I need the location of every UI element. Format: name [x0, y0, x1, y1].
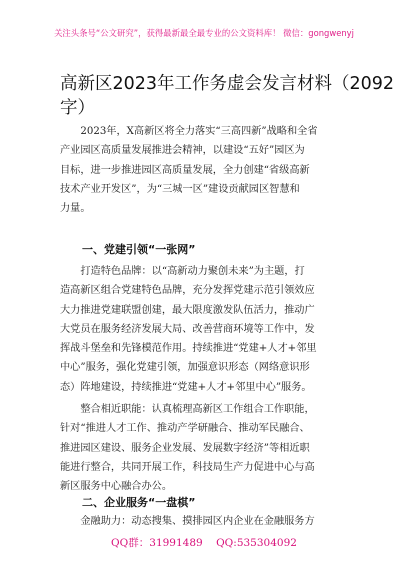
text-line: 目标，进一步推进园区高质量发展，全力创建“省级高新 — [60, 164, 310, 176]
text-line: 金融助力：动态搜集、摸排园区内企业在金融服务方 — [60, 516, 315, 527]
section1-paragraph-2 — [60, 400, 357, 496]
text-line: 造高新区组合党建特色品牌，充分发挥党建示范引领效应 — [60, 285, 315, 297]
text-line: 能进行整合，共同开展工作，科技局生产力促进中心与高 — [60, 461, 315, 473]
title-line-1: 高新区2023年工作务虚会发言材料（2092 — [60, 74, 395, 94]
intro-paragraph — [60, 122, 357, 218]
section-heading-1: 一、党建引领“一张网” — [82, 243, 196, 256]
text-line: 挥战斗堡垒和先锋模范作用。持续推进“党建+人才+邻里 — [60, 343, 317, 355]
text-line: 整合相近职能：认真梳理高新区工作组合工作职能， — [60, 404, 315, 415]
title-line-2: 字） — [60, 98, 95, 118]
contact-footer — [0, 535, 408, 550]
text-line: 大党员在服务经济发展大局、改善营商环境等工作中，发 — [60, 323, 315, 335]
section1-paragraph-1 — [60, 262, 357, 397]
text-line: 新区服务中心融合办公。 — [60, 481, 173, 493]
text-line: 产业园区高质量发展推进会精神，以建设“五好”园区为 — [60, 145, 305, 157]
text-line: 大力推进党建联盟创建，最大限度激发队伍活力，推动广 — [60, 304, 315, 316]
qq-contact-label: QQ:535304092 — [216, 537, 297, 549]
text-line: 打造特色品牌：以“高新动力聚创未来”为主题，打 — [60, 266, 305, 277]
section-heading-2: 二、企业服务“一盘棋” — [82, 496, 196, 509]
text-line: 针对“推进人才工作、推动产学研融合、推动军民融合、 — [60, 423, 310, 435]
qq-group-label: QQ群：31991489 — [111, 537, 203, 549]
section2-paragraph-1 — [60, 512, 357, 531]
text-line: 力量。 — [60, 203, 91, 215]
text-line: 推进园区建设、服务企业发展、发展数字经济”等相近职 — [60, 442, 310, 454]
text-line: 中心”服务，强化党建引领，加强意识形态（网络意识形 — [60, 362, 310, 374]
page-title — [60, 72, 395, 120]
text-line: 态）阵地建设，持续推进“党建+人才+邻里中心”服务。 — [60, 381, 312, 393]
promo-banner: 关注头条号“公文研究”，获得最新最全最专业的公文资料库！ 微信：gongwenyj — [54, 28, 354, 38]
text-line: 技术产业开发区”，为“三城一区”建设贡献园区智慧和 — [60, 183, 300, 195]
text-line: 2023年，X高新区将全力落实“三高四新”战略和全省 — [60, 126, 318, 137]
